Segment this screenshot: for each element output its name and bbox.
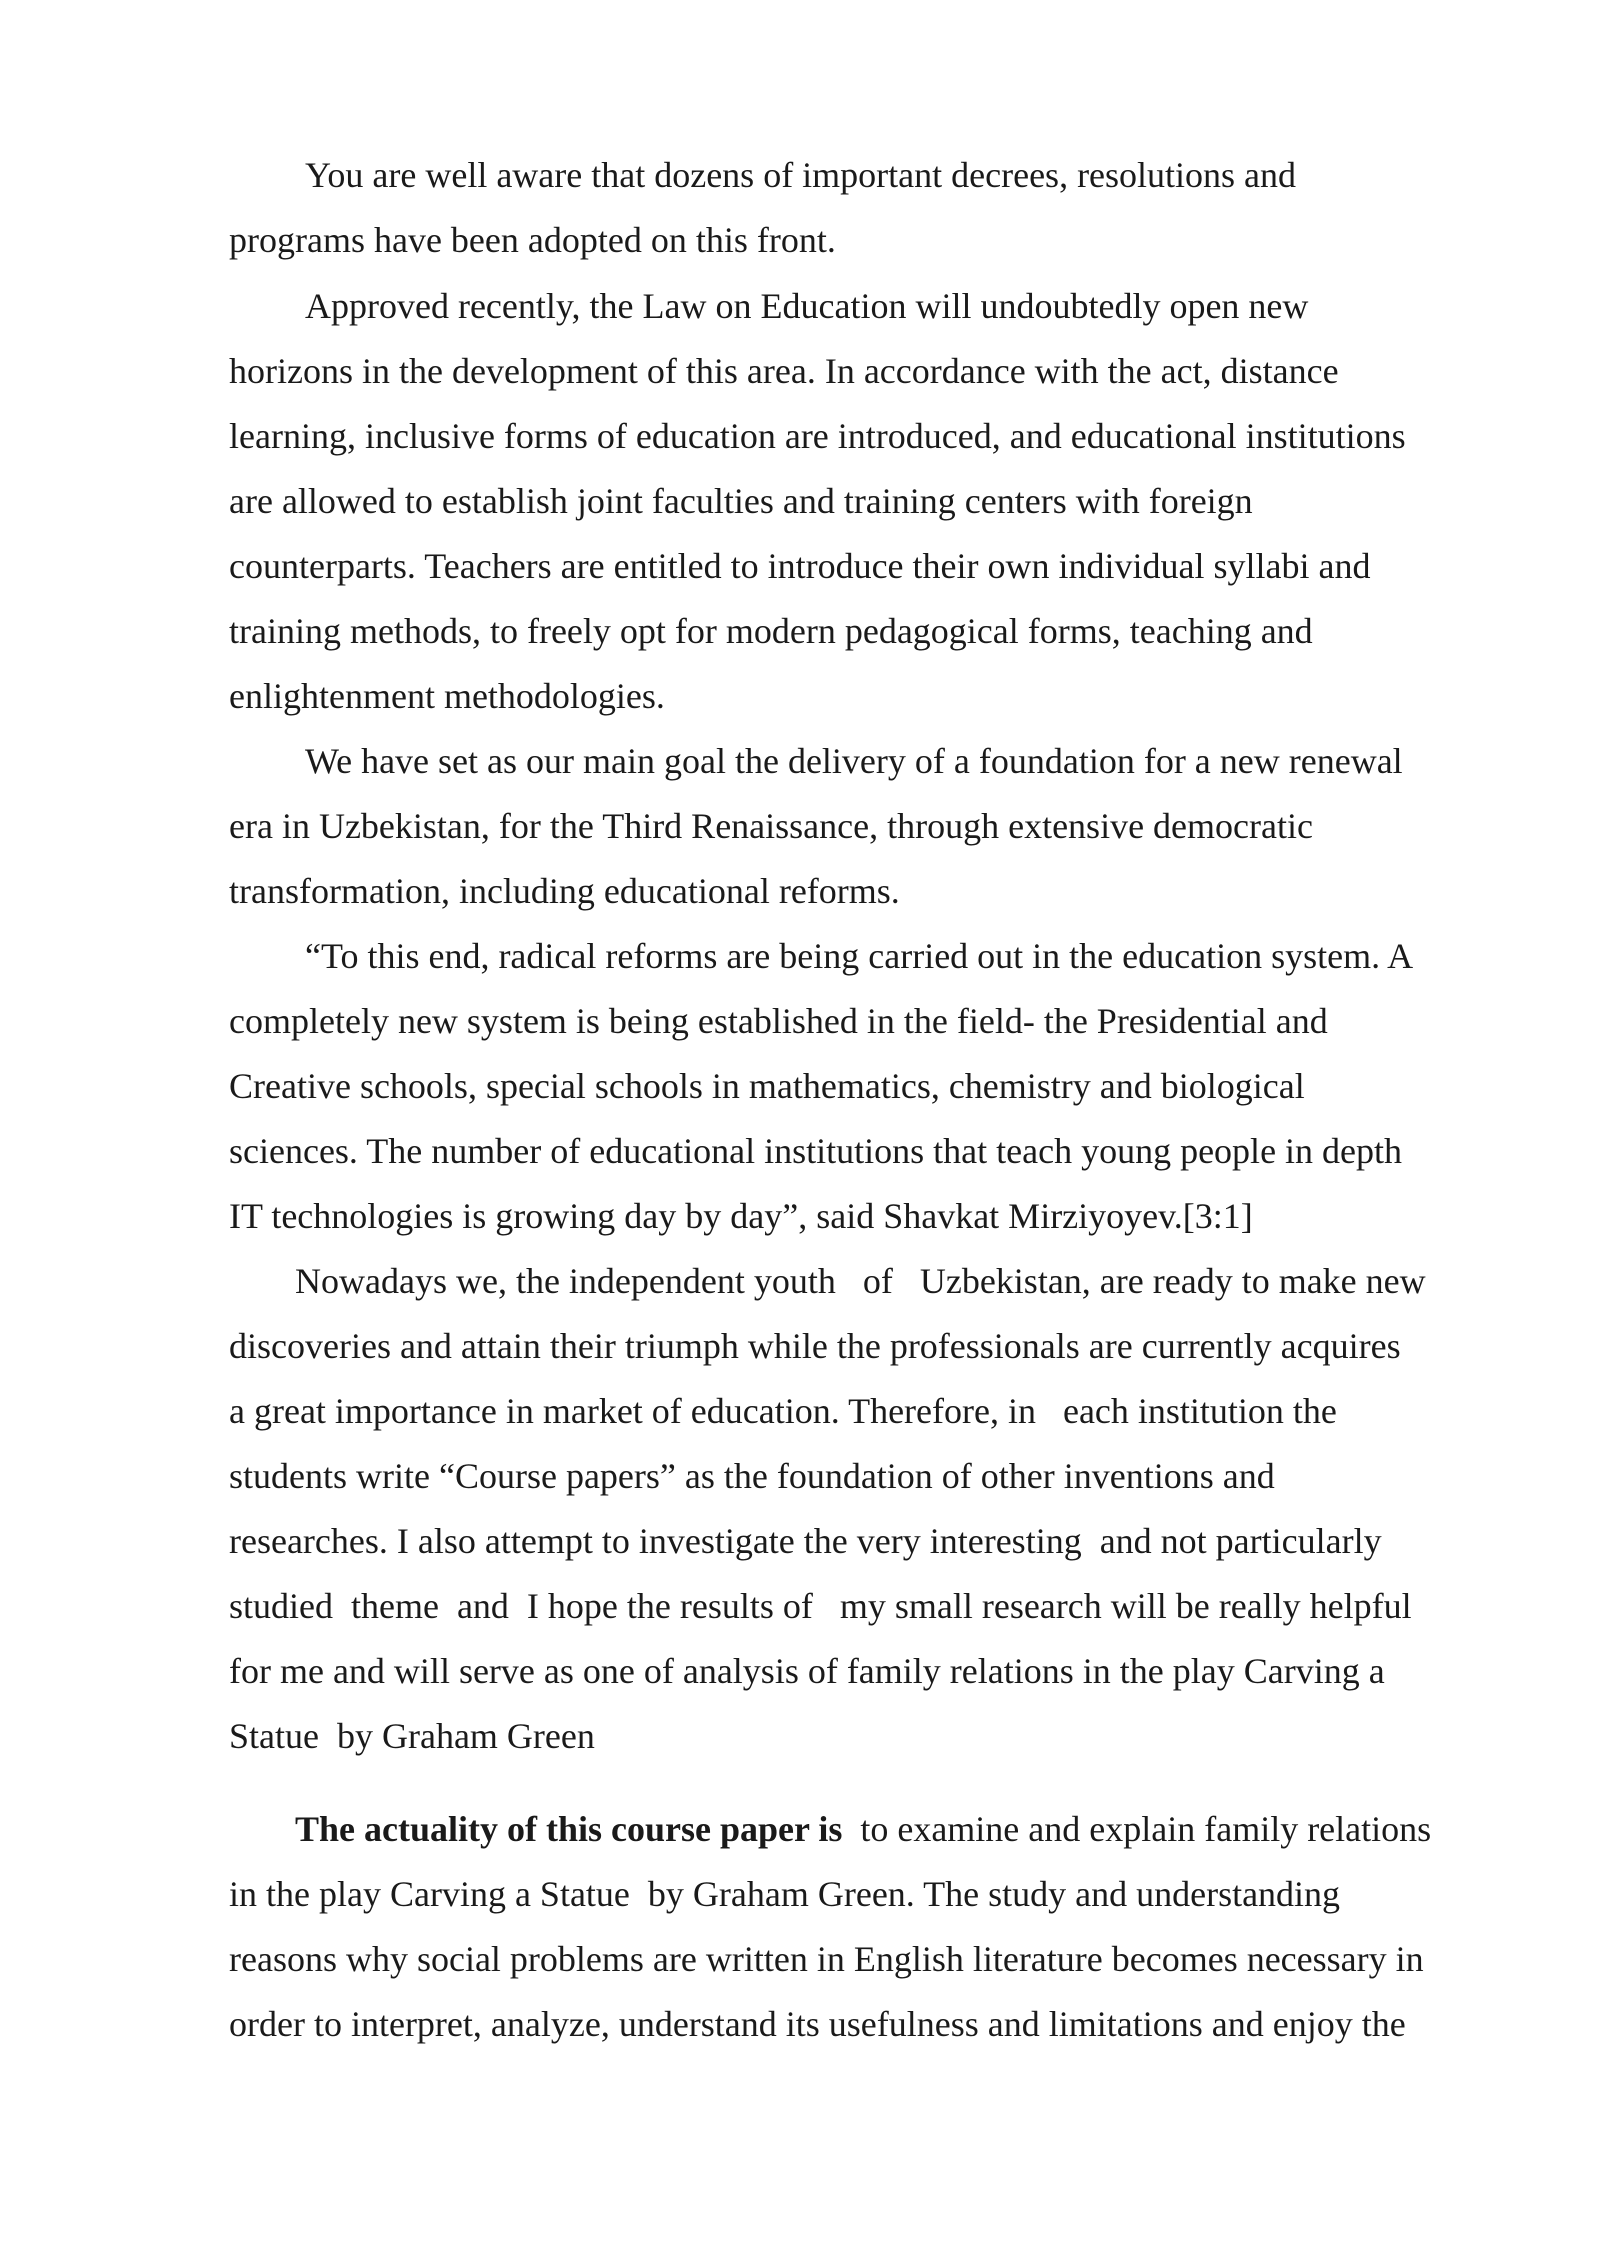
text-line: enlightenment methodologies. (229, 676, 665, 716)
actuality-heading: The actuality of this course paper is (295, 1809, 843, 1849)
text-line: Creative schools, special schools in mathematics, chemistry and biological (229, 1066, 1305, 1106)
text-line: counterparts. Teachers are entitled to introduce their own individual syllabi and (229, 546, 1371, 586)
text-line: We have set as our main goal the delivery of a foundation for a new renewal (305, 741, 1403, 781)
text-line: students write “Course papers” as the foundation of other inventions and (229, 1456, 1275, 1496)
text-line: programs have been adopted on this front. (229, 220, 836, 260)
text-line: horizons in the development of this area. In accordance with the act, distance (229, 351, 1339, 391)
text-line: for me and will serve as one of analysis of family relations in the play Carving a (229, 1651, 1385, 1691)
text-line: training methods, to freely opt for modern pedagogical forms, teaching and (229, 611, 1313, 651)
text-line: era in Uzbekistan, for the Third Renaissance, through extensive democratic (229, 806, 1313, 846)
text-line: Statue by Graham Green (229, 1716, 595, 1756)
text-line: reasons why social problems are written in English literature becomes necessary in (229, 1939, 1424, 1979)
text-line: in the play Carving a Statue by Graham Green. The study and understanding (229, 1874, 1341, 1914)
text-line: are allowed to establish joint faculties and training centers with foreign (229, 481, 1253, 521)
text-line: sciences. The number of educational institutions that teach young people in depth (229, 1131, 1403, 1171)
text-line: “To this end, radical reforms are being carried out in the education system. A (305, 936, 1414, 976)
text-line: a great importance in market of education. Therefore, in each institution the (229, 1391, 1337, 1431)
text-line: completely new system is being established in the field- the Presidential and (229, 1001, 1328, 1041)
text-line: IT technologies is growing day by day”, said Shavkat Mirziyoyev.[3:1] (229, 1196, 1253, 1236)
actuality-lead-line (295, 1807, 1431, 1851)
actuality-lead-text: to examine and explain family relations (842, 1809, 1432, 1849)
text-line: order to interpret, analyze, understand its usefulness and limitations and enjoy the (229, 2004, 1406, 2044)
text-line: Approved recently, the Law on Education will undoubtedly open new (305, 286, 1309, 326)
text-line: studied theme and I hope the results of my small research will be really helpful (229, 1586, 1412, 1626)
text-line: Nowadays we, the independent youth of Uzbekistan, are ready to make new (295, 1261, 1426, 1301)
text-line: You are well aware that dozens of important decrees, resolutions and (305, 155, 1297, 195)
text-line: transformation, including educational reforms. (229, 871, 900, 911)
text-line: discoveries and attain their triumph while the professionals are currently acquires (229, 1326, 1401, 1366)
text-line: researches. I also attempt to investigate the very interesting and not particularly (229, 1521, 1382, 1561)
text-line: learning, inclusive forms of education are introduced, and educational institutions (229, 416, 1406, 456)
